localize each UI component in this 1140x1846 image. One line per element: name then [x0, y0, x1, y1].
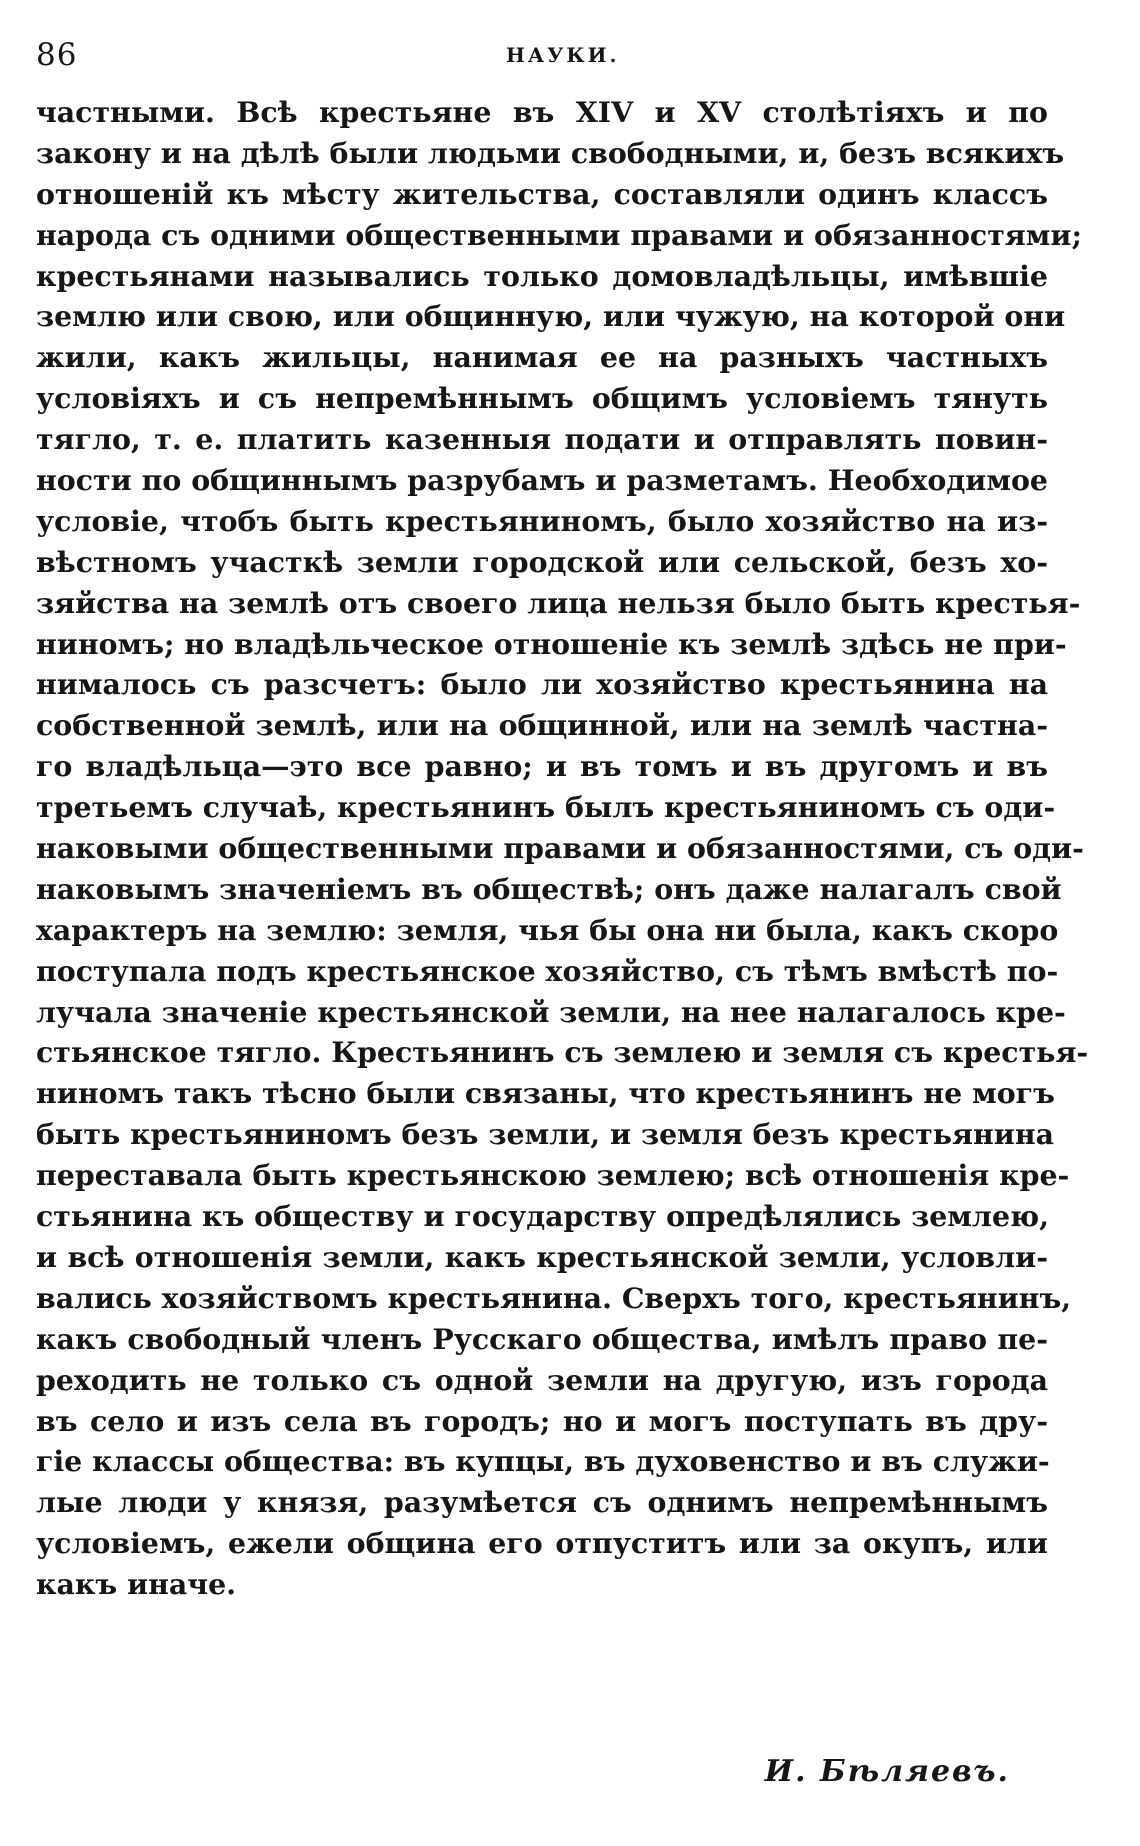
text-line: тягло, т. е. платить казенныя подати и отправлять повин-: [36, 422, 1048, 457]
text-line: стьянское тягло. Крестьянинъ съ землею и земля съ крестья-: [36, 1035, 1089, 1070]
text-line: условіемъ, ежели община его отпуститъ или за окупъ, или: [36, 1526, 1048, 1561]
body-text: [36, 92, 1089, 1605]
text-line: наковыми общественными правами и обязанностями, съ оди-: [36, 831, 1084, 866]
text-line: ниномъ; но владѣльческое отношеніе къ землѣ здѣсь не при-: [36, 626, 1067, 661]
text-line: какъ свободный членъ Русскаго общества, имѣлъ право пе-: [36, 1321, 1048, 1356]
text-line: народа съ одними общественными правами и обязанностями;: [36, 217, 1082, 252]
text-line: отношеній къ мѣсту жительства, составляли одинъ классъ: [36, 176, 1048, 211]
text-line: нималось съ разсчетъ: было ли хозяйство крестьянина на: [36, 667, 1048, 702]
text-line: ниномъ такъ тѣсно были связаны, что крестьянинъ не могъ: [36, 1076, 1055, 1111]
text-line: характеръ на землю: земля, чья бы она ни была, какъ скоро: [36, 912, 1059, 947]
text-line: условіе, чтобъ быть крестьяниномъ, было хозяйство на из-: [36, 503, 1048, 538]
text-line: лучала значеніе крестьянской земли, на нее налагалось кре-: [36, 994, 1066, 1029]
text-line: быть крестьяниномъ безъ земли, и земля безъ крестьянина: [36, 1117, 1055, 1152]
text-line: частными. Всѣ крестьяне въ XIV и XV столѣтіяхъ и по: [36, 95, 1048, 129]
text-line: переставала быть крестьянскою землею; всѣ отношенія кре-: [36, 1158, 1070, 1193]
text-line: третьемъ случаѣ, крестьянинъ былъ крестьяниномъ съ оди-: [36, 790, 1056, 825]
text-line-last: какъ иначе.: [36, 1567, 237, 1602]
page-number: 86: [36, 37, 78, 73]
text-line: зяйства на землѣ отъ своего лица нельзя было быть крестья-: [36, 585, 1081, 620]
text-line: ности по общиннымъ разрубамъ и разметамъ. Необходимое: [36, 463, 1048, 498]
text-line: стьянина къ обществу и государству опредѣлялись землею,: [36, 1199, 1050, 1234]
text-line: условіяхъ и съ непремѣннымъ общимъ условіемъ тянуть: [36, 381, 1048, 416]
text-line: землю или свою, или общинную, или чужую, на которой они: [36, 299, 1066, 334]
text-line: вались хозяйствомъ крестьянина. Сверхъ того, крестьянинъ,: [36, 1280, 1072, 1315]
text-line: собственной землѣ, или на общинной, или на землѣ частна-: [36, 708, 1048, 743]
text-line: наковымъ значеніемъ въ обществѣ; онъ даже налагалъ свой: [36, 871, 1062, 906]
text-line: го владѣльца—это все равно; и въ томъ и въ другомъ и въ: [36, 749, 1048, 784]
author-signature: И. Бѣляевъ.: [764, 1754, 1010, 1789]
text-line: жили, какъ жильцы, нанимая ее на разныхъ частныхъ: [36, 340, 1048, 375]
text-line: реходить не только съ одной земли на другую, изъ города: [36, 1362, 1048, 1397]
page-header: [36, 30, 1036, 80]
text-line: закону и на дѣлѣ были людьми свободными, и, безъ всякихъ: [36, 135, 1065, 170]
text-line: въ село и изъ села въ городъ; но и могъ поступать въ дру-: [36, 1403, 1048, 1438]
text-line: крестьянами назывались только домовладѣльцы, имѣвшіе: [36, 258, 1048, 293]
text-line: лые люди у князя, разумѣется съ однимъ непремѣннымъ: [36, 1485, 1048, 1520]
text-line: гіе классы общества: въ купцы, въ духовенство и въ служи-: [36, 1444, 1050, 1479]
running-title: НАУКИ.: [506, 43, 620, 67]
text-line: поступала подъ крестьянское хозяйство, съ тѣмъ вмѣстѣ по-: [36, 953, 1059, 988]
text-line: и всѣ отношенія земли, какъ крестьянской земли, условли-: [36, 1239, 1048, 1274]
text-line: вѣстномъ участкѣ земли городской или сельской, безъ хо-: [36, 544, 1048, 579]
